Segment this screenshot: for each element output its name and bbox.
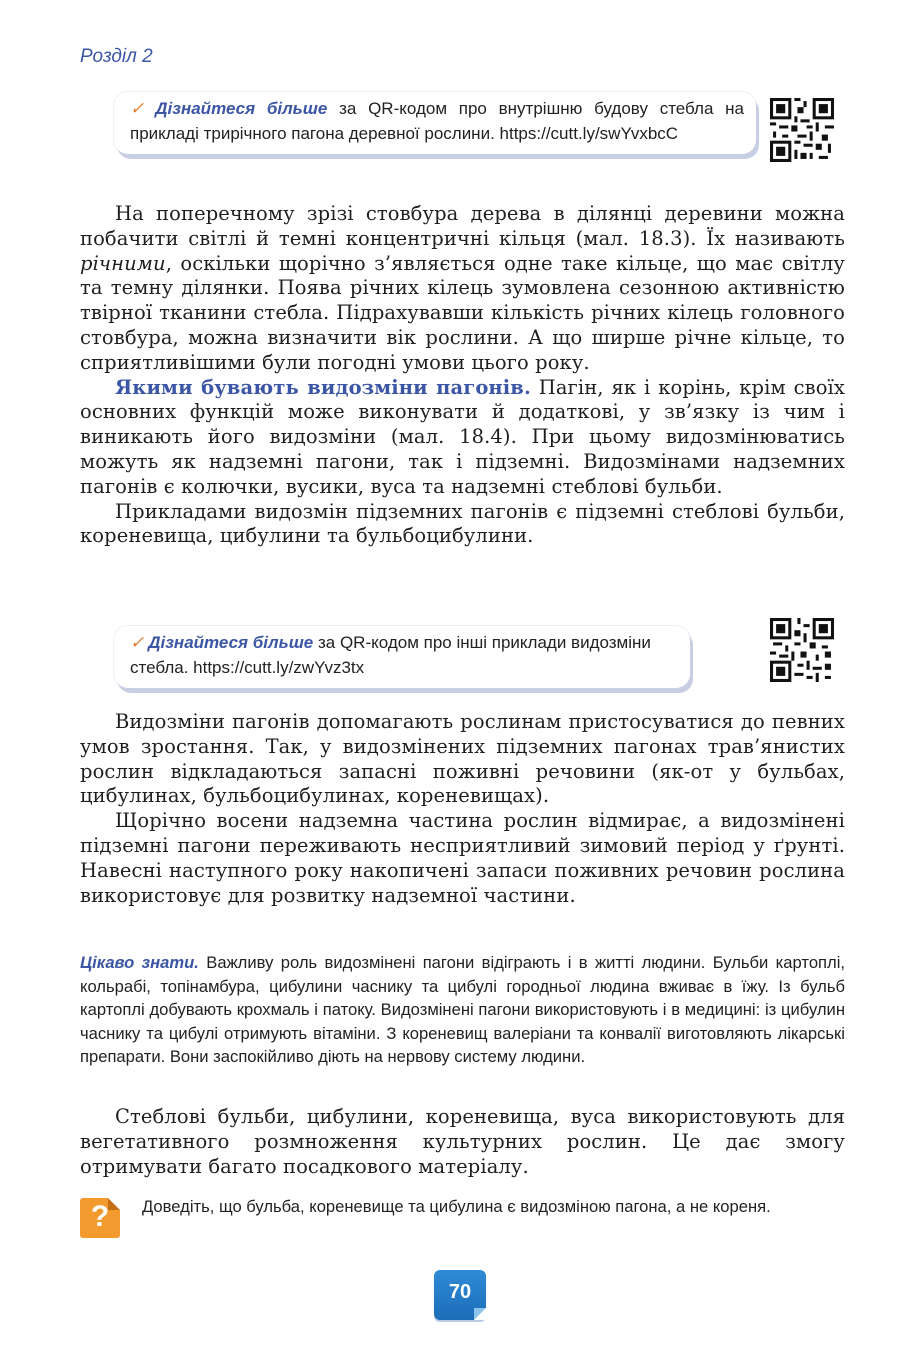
qr-box-1-text[interactable]: за QR-кодом про внутрішню будову стебла на прикладі трирічного пагона деревної рослини. https://cutt.ly/swYvxbcC: [130, 99, 744, 143]
qr-code-icon: [770, 98, 834, 162]
qr-info-box-1: [114, 92, 756, 154]
check-icon: ✓: [130, 99, 152, 118]
paragraph-tree-rings: На поперечному зрізі стовбура дерева в ділянці деревини можна побачити світлі й темні концентричні кільця (мал. 18.3). Їх називають річними, оскільки щорічно з’являється одне таке кільце, що має світлу та темну ділянки. Поява річних кілець зумовлена сезонною активністю твірної тканини стебла. Підрахувавши кількість річних кілець головного стовбура, можна визначити вік рослини. А що ширше річне кільце, то сприятливішими були погодні умови цього року.: [80, 202, 845, 374]
question-icon: [80, 1198, 120, 1238]
qr-box-2-lead: Дізнайтеся більше: [148, 633, 314, 652]
page-curl-icon: [474, 1308, 486, 1320]
paragraph-underground-examples: Прикладами видозмін підземних пагонів є підземні стеблові бульби, кореневища, цибулини та бульбоцибулини.: [80, 499, 845, 548]
main-text-block-1: [80, 202, 845, 549]
page-number-badge: [434, 1270, 486, 1320]
paragraph-shoot-modifications: Якими бувають видозміни пагонів. Пагін, як і корінь, крім своїх основних функцій може виконувати й додаткові, у зв’язку із чим і виникають його видозміни (мал. 18.4). При цьому видозмінюватись можуть як надземні пагони, так і підземні. Видозмінами надземних пагонів є колючки, вусики, вуса та надземні стеблові бульби.: [80, 375, 845, 498]
paragraph-autumn: Щорічно восени надземна частина рослин відмирає, а видозмінені підземні пагони переживають несприятливий зимовий період у ґрунті. Навесні наступного року накопичені запаси поживних речовин рослина використовує для розвитку надземної частини.: [80, 809, 845, 907]
qr-box-2-text[interactable]: за QR-кодом про інші приклади видозміни стебла. https://cutt.ly/zwYvz3tx: [130, 633, 651, 677]
interesting-fact-note: [80, 951, 845, 1069]
qr-info-box-2: [114, 626, 690, 688]
main-text-block-2: [80, 710, 845, 908]
main-text-block-3: [80, 1105, 845, 1179]
question-text: Доведіть, що бульба, кореневище та цибулина є видозміною пагона, а не кореня.: [142, 1197, 771, 1216]
qr-code-2[interactable]: [770, 618, 834, 682]
qr-code-icon: [770, 618, 834, 682]
question-symbol: ?: [90, 1200, 110, 1233]
section-label: Розділ 2: [80, 46, 153, 67]
paragraph-propagation: Стеблові бульби, цибулини, кореневища, вуса використовують для вегетативного розмноження культурних рослин. Це дає змогу отримувати багато посадкового матеріалу.: [80, 1105, 845, 1178]
check-icon: ✓: [130, 633, 145, 652]
heading-shoot-modifications: Якими бувають видозміни пагонів.: [115, 375, 531, 399]
qr-box-1-lead: Дізнайтеся більше: [155, 99, 328, 118]
paragraph-adaptation: Видозміни пагонів допомагають рослинам пристосуватися до певних умов зростання. Так, у видозмінених підземних пагонах трав’янистих рослин відкладаються запасні поживні речовини (як-от у бульбах, цибулинах, бульбоцибулинах, кореневищах).: [80, 710, 845, 808]
qr-code-1[interactable]: [770, 98, 834, 162]
note-text: Важливу роль видозмінені пагони відіграють і в житті людини. Бульби картоплі, кольрабі, топінамбура, цибулини часнику та цибулі городньої людина вживає в їжу. Із бульб картоплі добувають крохмаль і патоку. Видозмінені пагони використовують і в медицині: із цибулин часнику та цибулі отримують вітаміни. З кореневищ валеріани та конвалії виготовляють лікарські препарати. Вони заспокійливо діють на нервову систему людини.: [80, 953, 846, 1066]
page-number: 70: [448, 1281, 472, 1303]
note-lead: Цікаво знати.: [80, 953, 199, 972]
